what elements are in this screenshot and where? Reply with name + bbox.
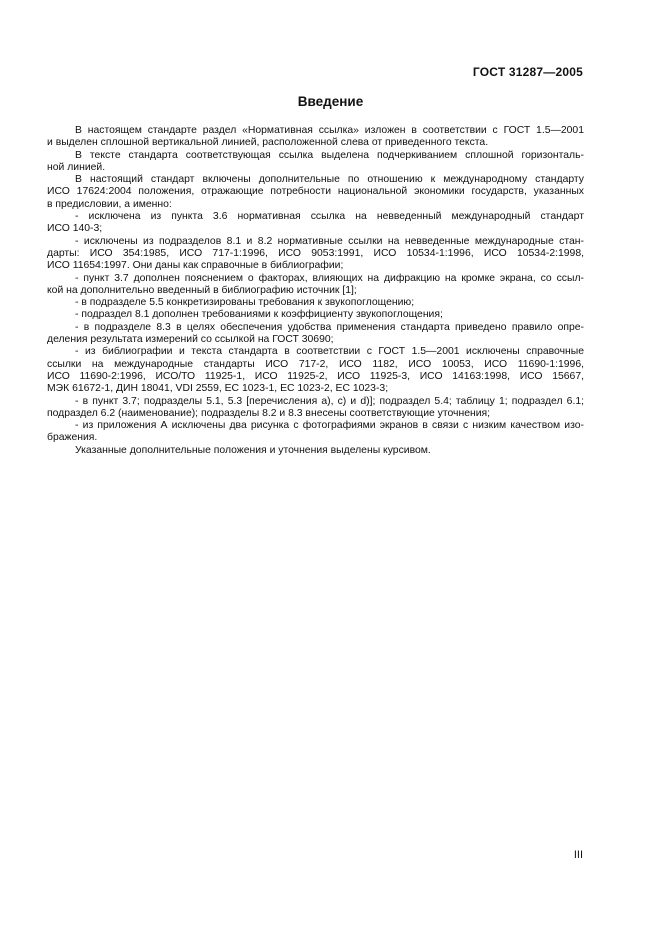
paragraph: [75, 297, 584, 309]
paragraph: [47, 235, 584, 273]
paragraph: [75, 445, 584, 457]
text-line: - исключена из пункта 3.6 нормативная ссылка на невведенный международный стандарт: [75, 211, 584, 223]
text-line: деления результата измерений со ссылкой на ГОСТ 30690;: [47, 334, 334, 346]
text-line: - из приложения А исключены два рисунка с фотографиями экранов в связи с низким качеством изо-: [75, 420, 584, 432]
text-line: МЭК 61672-1, ДИН 18041, VDI 2559, ЕС 1023-1, ЕС 1023-2, ЕС 1023-3;: [47, 383, 389, 395]
text-line: - в подразделе 8.3 в целях обеспечения удобства применения стандарта приведено правило опре-: [75, 321, 584, 333]
text-line: - в подразделе 5.5 конкретизированы требования к звукопоглощению;: [75, 297, 415, 309]
text-line: - пункт 3.7 дополнен пояснением о факторах, влияющих на дифракцию на кромке экрана, со ссыл-: [75, 272, 584, 284]
text-line: - исключены из подразделов 8.1 и 8.2 нормативные ссылки на невведенные международные стан-: [75, 235, 584, 247]
paragraph: [47, 346, 584, 395]
text-line: ИСО 17624:2004 положения, отражающие потребности национальной экономики государств, указанных: [47, 186, 584, 198]
paragraph: [47, 321, 584, 347]
text-line: ссылки на международные стандарты ИСО 717-2, ИСО 1182, ИСО 10053, ИСО 11690-1:1996,: [47, 358, 584, 370]
document-code: ГОСТ 31287—2005: [472, 65, 583, 79]
paragraph: [47, 420, 584, 445]
page-number: III: [573, 849, 583, 861]
paragraph: [47, 211, 584, 236]
text-line: дарты: ИСО 354:1985, ИСО 717-1:1996, ИСО 9053:1991, ИСО 10534-1:1996, ИСО 10534-2:1998,: [47, 247, 584, 259]
paragraph: [47, 395, 584, 421]
text-line: - в пункт 3.7; подразделы 5.1, 5.3 [перечисления а), с) и d)]; подраздел 5.4; таблицу 1; подраздел 6.1;: [75, 395, 584, 407]
text-line: ной линией.: [47, 161, 106, 173]
paragraph: [75, 309, 584, 321]
text-line: бражения.: [47, 432, 98, 444]
text-line: Указанные дополнительные положения и уточнения выделены курсивом.: [75, 444, 431, 456]
text-line: ИСО 11654:1997. Они даны как справочные в библиографии;: [47, 260, 344, 272]
text-line: подраздел 6.2 (наименование); подразделы 8.2 и 8.3 внесены соответствующие уточнения;: [47, 407, 491, 419]
text-line: В настоящем стандарте раздел «Нормативная ссылка» изложен в соответствии с ГОСТ 1.5—2001: [75, 125, 584, 136]
text-line: - из библиографии и текста стандарта в соответствии с ГОСТ 1.5—2001 исключены справочные: [75, 346, 584, 358]
text-line: В тексте стандарта соответствующая ссылка выделена подчеркиванием сплошной горизонталь-: [75, 149, 584, 161]
text-line: В настоящий стандарт включены дополнительные по отношению к международному стандарту: [75, 174, 584, 186]
text-line: в предисловии, а именно:: [47, 198, 172, 210]
paragraph: [47, 272, 584, 298]
text-line: ИСО 11690-2:1996, ИСО/ТО 11925-1, ИСО 11925-2, ИСО 11925-3, ИСО 14163:1998, ИСО 15667,: [47, 370, 584, 382]
paragraph: [47, 125, 584, 150]
text-line: и выделен сплошной вертикальной линией, расположенной слева от приведенного текста.: [47, 137, 489, 149]
text-line: - подраздел 8.1 дополнен требованиями к коэффициенту звукопоглощения;: [75, 309, 443, 321]
text-line: ИСО 140-3;: [47, 223, 103, 235]
introduction-body: [47, 125, 584, 457]
paragraph: [47, 149, 584, 175]
page-title: Введение: [297, 94, 364, 109]
text-line: кой на дополнительно введенный в библиографию источник [1];: [47, 284, 357, 296]
paragraph: [47, 174, 584, 211]
